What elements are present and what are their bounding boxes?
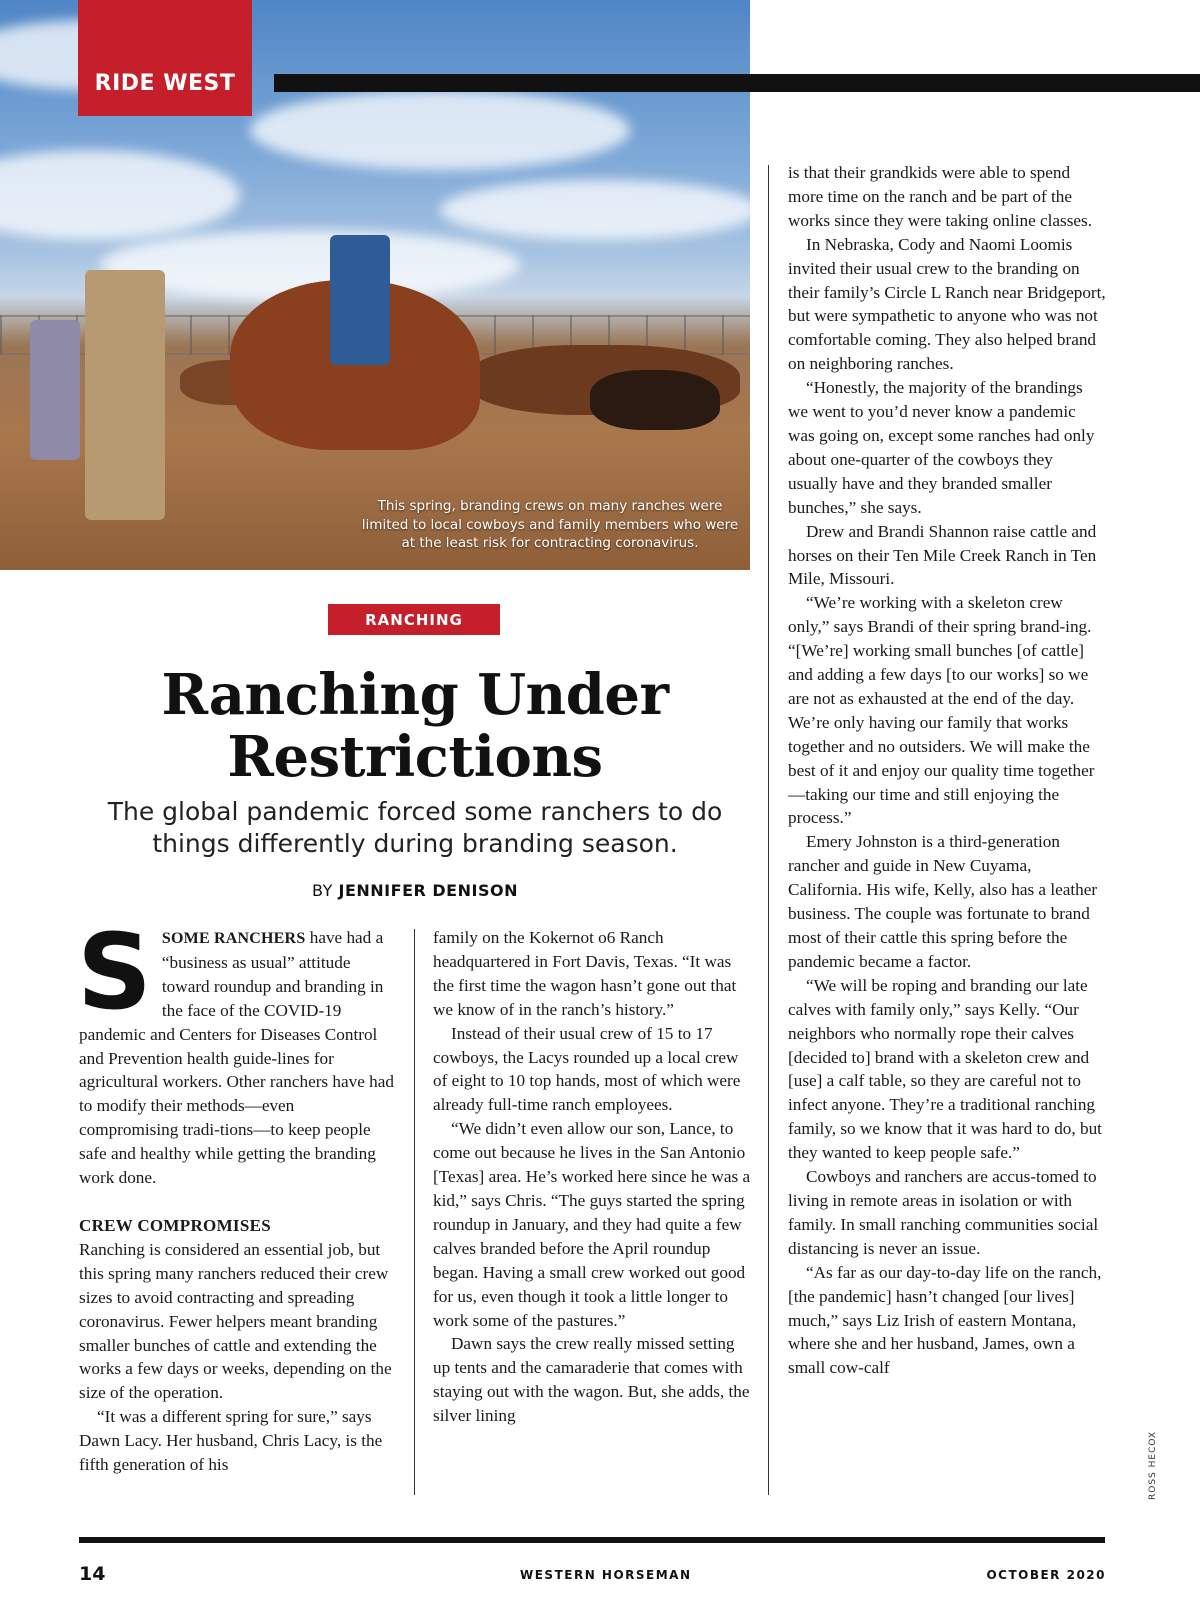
paragraph: is that their grandkids were able to spend more time on the ranch and be part of the works since they were taking online classes. [788, 163, 1093, 230]
drop-cap: S [77, 911, 152, 1033]
paragraph: Ranching is considered an essential job, but this spring many ranchers reduced their crew sizes to avoid contracting and spreading coronavirus. Fewer helpers meant branding smaller bunches of cattle and extending the works a few days or weeks, depending on the size of the operation. [79, 1239, 392, 1403]
paragraph: “We’re working with a skeleton crew only,” says Brandi of their spring brand-ing. “[We’re] working small bunches [of cattle] and adding a few days [to our works] so we are not as exhausted at the end of the day. We’re only having our family that works together and no outsiders. We will make the best of it and enjoy our quality time together—taking our time and still enjoying the process.” [788, 593, 1095, 828]
paragraph: Emery Johnston is a third-generation rancher and guide in New Cuyama, California. His wife, Kelly, also has a leather business. The couple was fortunate to brand most of their cattle this spring before the pandemic became a factor. [788, 832, 1098, 971]
paragraph-text: have had a “business as usual” attitude toward roundup and branding in the face of the COVID-19 pandemic and Centers for Diseases Control and Prevention health guide-lines for agricultural workers. Other ranchers have had to modify their methods—even compromising tradi-tions—to keep people safe and healthy while getting the branding work done. [79, 928, 394, 1188]
paragraph: “We didn’t even allow our son, Lance, to come out because he lives in the San Antonio [Texas] area. He’s worked here since he was a kid,” says Chris. “The guys started the spring roundup in January, and they had quite a few calves branded before the April roundup began. Having a small crew worked out good for us, even though it took a little longer to work some of the pastures.” [433, 1119, 751, 1330]
paragraph: “As far as our day-to-day life on the ranch, [the pandemic] hasn’t changed [our lives] much,” says Liz Irish of eastern Montana, where she and her husband, James, own a small cow-calf [788, 1262, 1102, 1378]
paragraph [77, 911, 397, 1190]
column-rule [414, 929, 415, 1495]
photo-credit: ROSS HECOX [1148, 1430, 1158, 1500]
paragraph: “It was a different spring for sure,” says Dawn Lacy. Her husband, Chris Lacy, is the fifth generation of his [79, 1407, 383, 1475]
column-3 [788, 161, 1106, 1380]
footer-rule [79, 1537, 1105, 1543]
photo-cloud [0, 150, 240, 240]
lead-in: SOME RANCHERS [161, 930, 306, 947]
issue-date: OCTOBER 2020 [986, 1568, 1106, 1582]
byline [60, 881, 770, 900]
photo-cowboy [85, 270, 165, 520]
paragraph: Cowboys and ranchers are accus-tomed to living in remote areas in isolation or with family. In small ranching communities social distancing is never an issue. [788, 1167, 1099, 1258]
column-1 [77, 911, 397, 1477]
paragraph: Dawn says the crew really missed setting up tents and the camaraderie that comes with staying out with the wagon. But, she adds, the silver lining [433, 1334, 750, 1426]
paragraph: Instead of their usual crew of 15 to 17 cowboys, the Lacys rounded up a local crew of eight to 10 top hands, most of which were already full-time ranch employees. [433, 1023, 741, 1115]
photo-caption: This spring, branding crews on many ranches were limited to local cowboys and family members who were at the least risk for contracting coronavirus. [361, 498, 739, 551]
column-2 [433, 926, 751, 1428]
category-tag: RANCHING [328, 604, 500, 635]
deck: The global pandemic forced some ranchers to do things differently during branding season. [107, 797, 723, 858]
section-flag: RIDE WEST [78, 0, 252, 116]
photo-calf [590, 370, 720, 430]
paragraph: “Honestly, the majority of the brandings we went to you’d never know a pandemic was going on, except some ranches had only about one-quarter of the cowboys they usually have and they branded smaller bunches,” she says. [788, 378, 1095, 517]
paragraph: “We will be roping and branding our late calves with family only,” says Kelly. “Our neighbors who normally rope their calves [decided to] brand with a skeleton crew and [use] a calf table, so they are careful not to infect anyone. They’re a traditional ranching family, so we know that it was hard to do, but they wanted to keep people safe.” [788, 975, 1102, 1163]
photo-cloud [440, 180, 750, 240]
column-rule [768, 165, 769, 1495]
photo-rider [330, 235, 390, 365]
headline: Ranching Under Restrictions [161, 662, 669, 790]
header-rule [274, 74, 1200, 92]
photo-cloud [250, 90, 630, 170]
magazine-name: WESTERN HORSEMAN [520, 1568, 692, 1582]
paragraph: Drew and Brandi Shannon raise cattle and horses on their Ten Mile Creek Ranch in Ten Mile, Missouri. [788, 521, 1097, 589]
paragraph: In Nebraska, Cody and Naomi Loomis invited their usual crew to the branding on their family’s Circle L Ranch near Bridgeport, but were sympathetic to anyone who was not comfortable coming. They also helped brand on neighboring ranches. [788, 234, 1106, 374]
page-number: 14 [79, 1563, 106, 1585]
photo-cowboy [30, 320, 80, 460]
subhead: CREW COMPROMISES [79, 1215, 271, 1235]
paragraph: family on the Kokernot o6 Ranch headquartered in Fort Davis, Texas. “It was the first time the wagon hasn’t gone out that we know of in the ranch’s history.” [433, 928, 737, 1019]
byline-prefix: BY [312, 881, 333, 900]
byline-author: JENNIFER DENISON [338, 881, 518, 900]
